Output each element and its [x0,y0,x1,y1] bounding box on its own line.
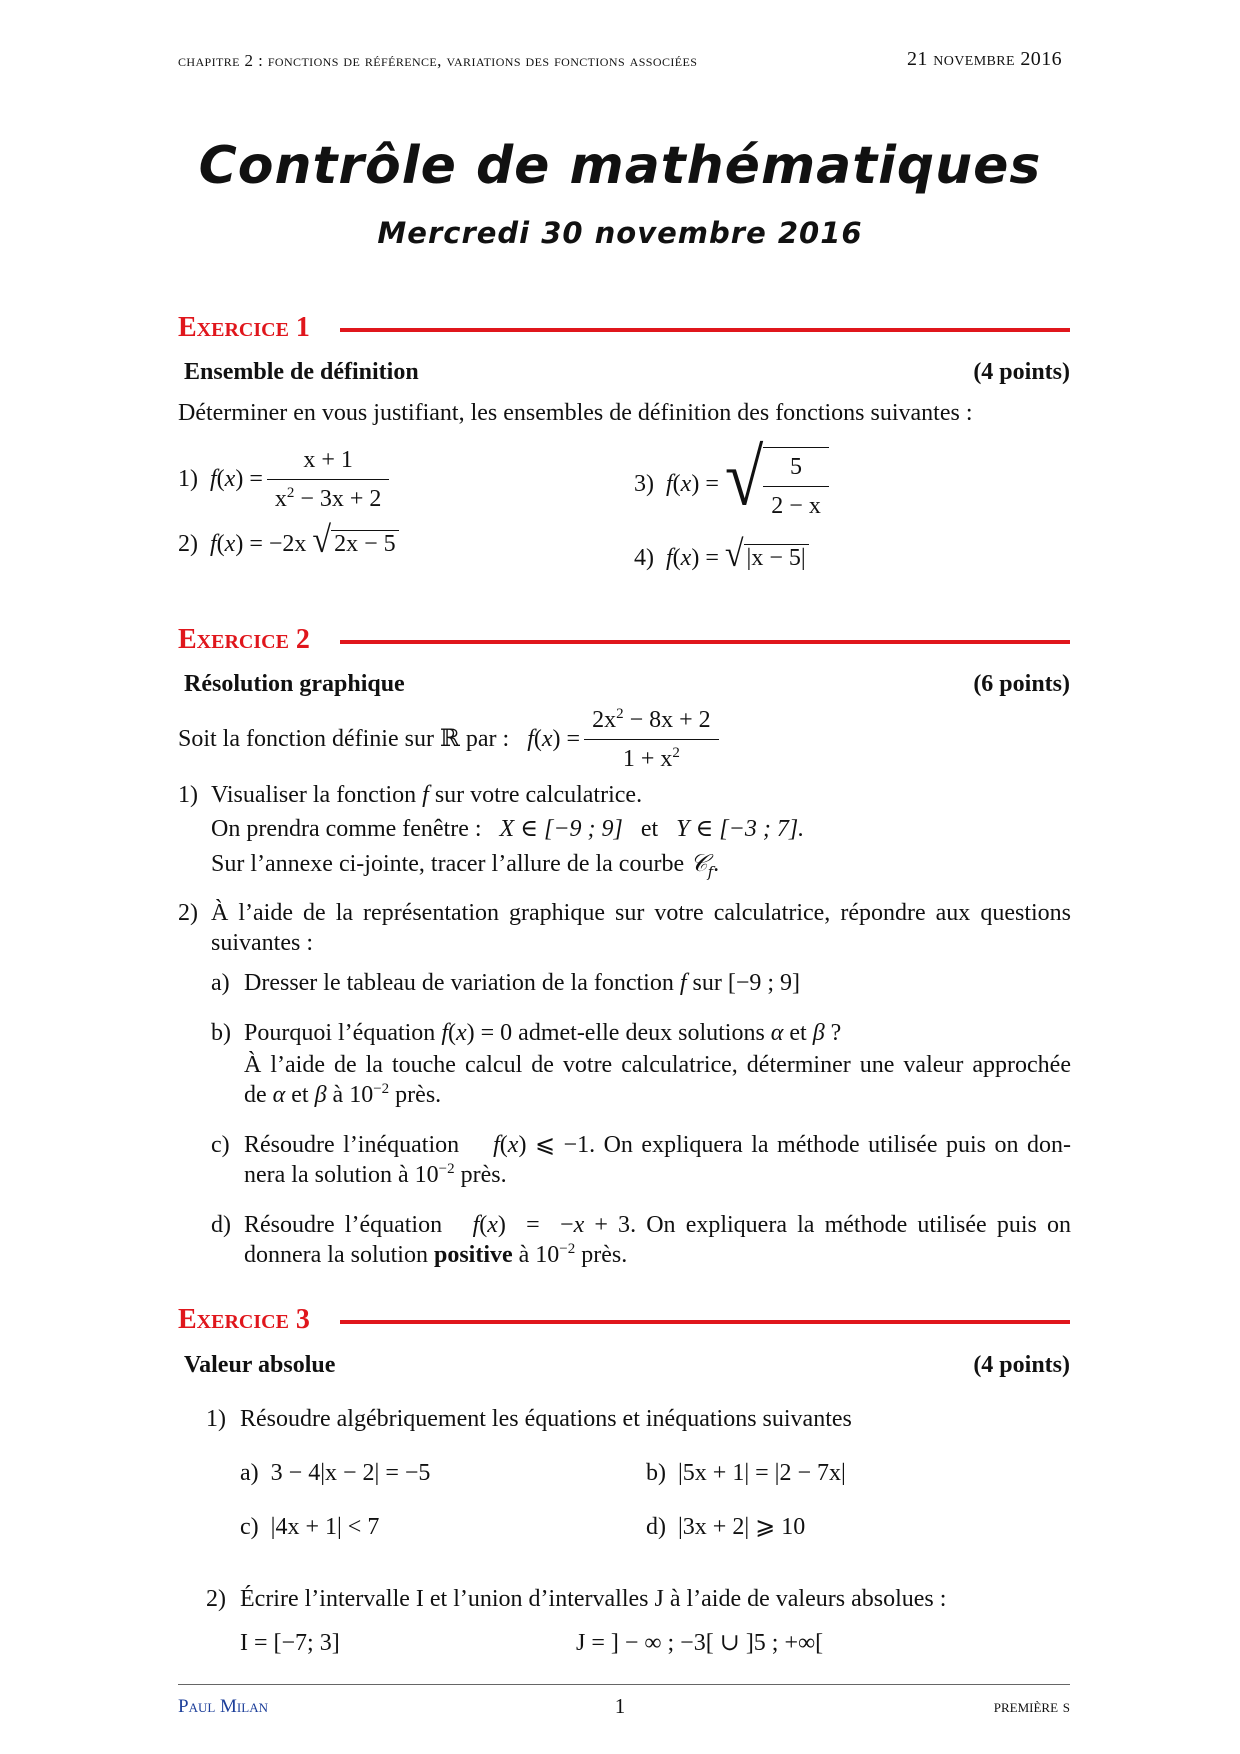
ex2-qa-text: Dresser le tableau de variation de la fonction f sur [−9 ; 9] [244,970,801,996]
ex2-denominator: $1 + x^2$ [622,744,680,772]
ex1-q2-radicand: 2x − 5 [331,530,399,557]
ex1-q2-label: 2) [178,531,198,557]
exercise-3-points: (4 points) [973,1352,1070,1378]
ex1-q1-denominator: $x^2 - 3x + 2$ [274,484,382,512]
page-subtitle: Mercredi 30 novembre 2016 [377,216,863,250]
ex1-q4: 4) f(x) = √ |x − 5| [634,540,809,573]
ex3-a: a) 3 − 4|x − 2| = −5 [240,1460,431,1486]
exercise-2-rule [340,640,1070,644]
exercise-1-rule [340,328,1070,332]
exercise-1-topic: Ensemble de définition [184,359,419,385]
ex2-qb-line1: Pourquoi l’équation f(x) = 0 admet-elle deux solutions α et β ? [244,1020,842,1046]
ex3-q1-label: 1) [206,1406,226,1432]
ex1-q3-label: 3) [634,471,654,497]
ex2-intro-text: Soit la fonction définie sur ℝ par : [178,726,510,752]
ex2-fraction [584,705,719,774]
ex2-qd-label: d) [211,1212,231,1238]
ex1-q1: 1) f ( x ) = $\frac{x + 1}{x^2 - 3x + 2}$ [178,446,393,512]
ex2-q2-line1: À l’aide de la représentation graphique sur votre calculatrice, répondre aux questions [211,900,1071,926]
ex3-c: c) |4x + 1| < 7 [240,1514,380,1540]
ex3-interval-I: I = [−7; 3] [240,1630,340,1656]
ex2-qc-line1: Résoudre l’inéquation f(x) ⩽ −1. On expliquera la méthode utilisée puis on don- [244,1132,1071,1158]
ex1-q1-label: 1) [178,466,198,492]
ex2-qb-label: b) [211,1020,231,1046]
ex2-qb-line3: de α et β à $10^{-2}$ près. [244,1081,442,1108]
exercise-2-points: (6 points) [973,671,1070,697]
exercise-1-points: (4 points) [973,359,1070,385]
exercise-2-heading: Exercice 2 [178,624,310,655]
ex3-interval-J: J = ] − ∞ ; −3[ ∪ ]5 ; +∞[ [576,1630,824,1656]
exercise-1-intro: Déterminer en vous justifiant, les ensembles de définition des fonctions suivantes : [178,400,973,426]
exercise-3-rule [340,1320,1070,1324]
ex1-q3-numerator: 5 [763,452,829,487]
ex1-q4-radicand: |x − 5| [744,544,809,571]
ex2-qd-line2: donnera la solution positive à $10^{-2}$ près. [244,1241,628,1268]
ex2-q1-line3: Sur l’annexe ci-jointe, tracer l’allure de la courbe 𝒞$_f$. [211,849,720,881]
ex2-qc-line2: nera la solution à $10^{-2}$ près. [244,1161,507,1188]
running-header-date: 21 novembre 2016 [907,48,1062,70]
ex3-q2-text: Écrire l’intervalle I et l’union d’intervalles J à l’aide de valeurs absolues : [240,1586,947,1612]
ex2-q1-label: 1) [178,782,198,808]
ex2-intro: Soit la fonction définie sur ℝ par : f ( x ) = $\frac{2x^2 - 8x + 2}{1 + x^2}$ [178,704,723,774]
ex1-q2-factor: −2x [268,531,307,557]
ex2-q2-line2: suivantes : [211,930,313,956]
running-header-chapter: chapitre 2 : fonctions de référence, variations des fonctions associées [178,51,698,70]
ex1-q3-denominator: 2 − x [771,493,821,519]
page-title: Contrôle de mathématiques [198,136,1042,196]
exercise-1-heading: Exercice 1 [178,312,310,343]
ex3-q2-label: 2) [206,1586,226,1612]
ex1-q1-fraction [267,445,390,514]
ex2-qc-label: c) [211,1132,230,1158]
ex2-q2-label: 2) [178,900,198,926]
exercise-2-topic: Résolution graphique [184,671,405,697]
footer-class: première s [993,1696,1070,1717]
ex1-q4-label: 4) [634,545,654,571]
ex2-qd-line1: Résoudre l’équation f(x) = −x + 3. On expliquera la méthode utilisée puis on [244,1212,1072,1238]
ex2-numerator: $2x^2 - 8x + 2$ [584,705,719,740]
ex1-q3-fraction [763,447,829,521]
ex1-q2: 2) f(x) = −2x √ 2x − 5 [178,526,399,559]
ex1-q3: 3) f ( x ) = √ $\frac{5}{2 - x}$ [634,446,833,522]
exercise-3-topic: Valeur absolue [184,1352,336,1378]
ex1-q1-numerator: x + 1 [267,445,390,480]
ex3-q1-text: Résoudre algébriquement les équations et inéquations suivantes [240,1406,852,1432]
ex2-qb-line2: À l’aide de la touche calcul de votre calculatrice, déterminer une valeur approchée [244,1052,1071,1078]
exercise-3-heading: Exercice 3 [178,1304,310,1335]
footer-page-number: 1 [614,1694,626,1718]
ex3-d: d) |3x + 2| ⩾ 10 [646,1514,806,1540]
ex3-b: b) |5x + 1| = |2 − 7x| [646,1460,846,1486]
footer-author: Paul Milan [178,1696,268,1717]
ex2-qa-label: a) [211,970,230,996]
footer-rule [178,1684,1070,1685]
ex2-q1-line1: Visualiser la fonction f sur votre calculatrice. [211,782,643,808]
ex2-q1-line2: On prendra comme fenêtre : X ∈ [−9 ; 9] et Y ∈ [−3 ; 7]. [211,816,805,842]
